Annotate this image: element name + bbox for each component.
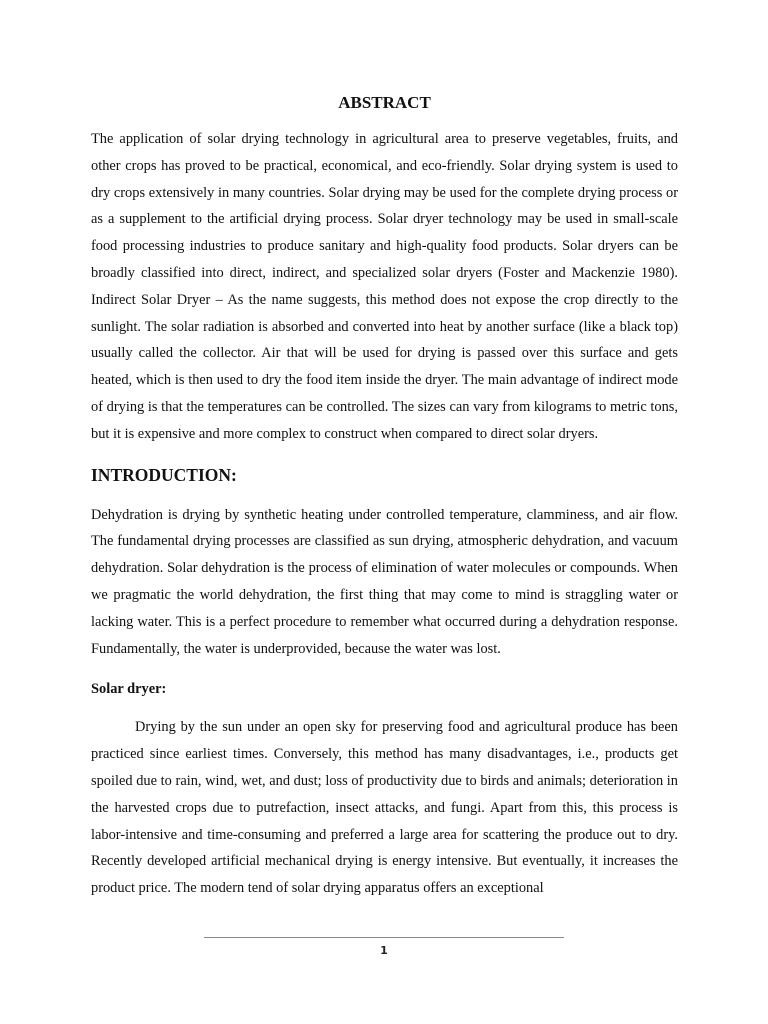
abstract-paragraph: The application of solar drying technology in agricultural area to preserve vegetables, fruits, and other crops has proved to be practical, economical, and eco-friendly. Solar drying system is used to dry crops extensively in many countries. Solar drying may be used for the complete drying process or as a supplement to the artificial drying process. Solar dryer technology may be used in small-scale food processing industries to produce sanitary and high-quality food products. Solar dryers can be broadly classified into direct, indirect, and specialized solar dryers (Foster and Mackenzie 1980). Indirect Solar Dryer – As the name suggests, this method does not expose the crop directly to the sunlight. The solar radiation is absorbed and converted into heat by another surface (like a black top) usually called the collector. Air that will be used for drying is passed over this surface and gets heated, which is then used to dry the food item inside the dryer. The main advantage of indirect mode of drying is that the temperatures can be controlled. The sizes can vary from kilograms to metric tons, but it is expensive and more complex to construct when compared to direct solar dryers. [91,131,678,442]
footer-divider [204,937,564,938]
introduction-heading: INTRODUCTION: [91,464,237,485]
solar-dryer-heading: Solar dryer: [91,681,167,698]
solar-dryer-paragraph: Drying by the sun under an open sky for preserving food and agricultural produce has been practiced since earliest times. Conversely, this method has many disadvantages, i.e., products get spoiled due to rain, wind, wet, and dust; loss of productivity due to birds and animals; deterioration in the harvested crops due to putrefaction, insect attacks, and fungi. Apart from this, this process is labor-intensive and time-consuming and preferred a large area for scattering the produce out to dry. Recently developed artificial mechanical drying is energy intensive. But eventually, it increases the product price. The modern tend of solar drying apparatus offers an exceptional [91,719,678,897]
page-number: 1 [380,944,388,957]
introduction-paragraph: Dehydration is drying by synthetic heating under controlled temperature, clamminess, and air flow. The fundamental drying processes are classified as sun drying, atmospheric dehydration, and vacuum dehydration. Solar dehydration is the process of elimination of water molecules or compounds. When we pragmatic the world dehydration, the first thing that may come to mind is straggling water or lacking water. This is a perfect procedure to remember what occurred during a dehydration response. Fundamentally, the water is underprovided, because the water was lost. [91,506,678,657]
page-content [91,92,678,902]
abstract-heading: ABSTRACT [338,93,431,112]
